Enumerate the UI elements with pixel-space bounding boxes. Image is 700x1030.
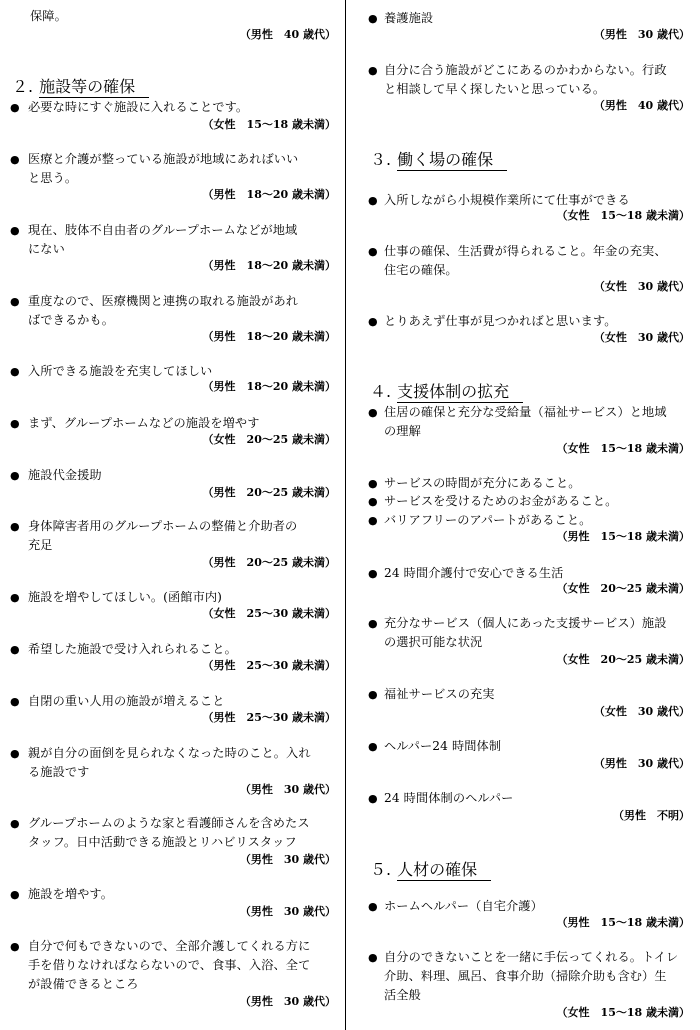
section-4-number: ４. [370, 382, 392, 401]
item-attribution: （男性 30 歳代） [593, 28, 690, 41]
item-text: 福祉サービスの充実 [384, 687, 495, 701]
item-text: 活全般 [384, 988, 421, 1002]
section-3-title: 働く場の確保 [397, 150, 507, 171]
item-text: タッフ。日中活動できる施設とリハビリスタッフ [28, 835, 297, 849]
item-text: 住宅の確保。 [384, 263, 458, 277]
bullet-icon: ● [10, 643, 20, 656]
item-attribution: （女性 15～18 歳未満） [556, 1006, 690, 1019]
section-5-title: 人材の確保 [397, 860, 491, 881]
continuation-attribution: （男性 40 歳代） [239, 28, 336, 41]
section-5-number: ５. [370, 860, 392, 879]
left-column [8, 0, 336, 1030]
item-attribution: （女性 25～30 歳未満） [202, 607, 336, 620]
section-4-title: 支援体制の拡充 [397, 382, 523, 403]
item-attribution: （男性 15～18 歳未満） [556, 916, 690, 929]
item-text: 入所できる施設を充実してほしい [28, 364, 213, 378]
bullet-icon: ● [10, 695, 20, 708]
bullet-icon: ● [368, 567, 378, 580]
item-text: ばできるかも。 [28, 313, 115, 327]
bullet-icon: ● [368, 951, 378, 964]
bullet-icon: ● [10, 365, 20, 378]
item-text: 24 時間介護付で安心できる生活 [384, 566, 564, 580]
item-text: 医療と介護が整っている施設が地域にあればいい [28, 152, 299, 166]
item-attribution: （男性 20～25 歳未満） [202, 486, 336, 499]
bullet-icon: ● [368, 617, 378, 630]
item-attribution: （女性 30 歳代） [593, 331, 690, 344]
bullet-icon: ● [10, 520, 20, 533]
bullet-icon: ● [368, 64, 378, 77]
item-text: にない [28, 242, 65, 256]
item-attribution: （女性 30 歳代） [593, 280, 690, 293]
item-text: サービスの時間が充分にあること。 [384, 476, 581, 490]
continuation-text: 保障。 [30, 9, 67, 23]
item-text: グループホームのような家と看護師さんを含めたス [28, 816, 310, 830]
item-attribution: （男性 18～20 歳未満） [202, 330, 336, 343]
bullet-icon: ● [368, 315, 378, 328]
bullet-icon: ● [10, 591, 20, 604]
bullet-icon: ● [10, 417, 20, 430]
bullet-icon: ● [10, 817, 20, 830]
item-text: 施設を増やす。 [28, 887, 114, 901]
column-divider [345, 0, 346, 1030]
item-text: 親が自分の面倒を見られなくなった時のこと。入れ [28, 746, 311, 760]
bullet-icon: ● [368, 194, 378, 207]
section-3-number: ３. [370, 150, 392, 169]
section-2-heading [12, 77, 149, 97]
item-attribution: （男性 15～18 歳未満） [556, 530, 690, 543]
item-attribution: （女性 15～18 歳未満） [556, 209, 690, 222]
item-text: る施設です [28, 765, 90, 779]
item-attribution: （女性 20～25 歳未満） [202, 433, 336, 446]
item-text: の選択可能な状況 [384, 635, 483, 649]
item-text: 充分なサービス（個人にあった支援サービス）施設 [384, 616, 667, 630]
item-text: とりあえず仕事が見つかればと思います。 [384, 314, 617, 328]
item-text: 希望した施設で受け入れられること。 [28, 642, 237, 656]
item-attribution: （女性 20～25 歳未満） [556, 653, 690, 666]
item-attribution: （男性 18～20 歳未満） [202, 380, 336, 393]
item-text: 24 時間体制のヘルパー [384, 791, 514, 805]
section-4-heading [370, 382, 523, 402]
bullet-icon: ● [368, 514, 378, 527]
item-text: 施設を増やしてほしい。(函館市内) [28, 590, 223, 604]
item-attribution: （女性 15～18 歳未満） [556, 442, 690, 455]
item-text: 必要な時にすぐ施設に入れることです。 [28, 100, 249, 114]
item-text: 自分に合う施設がどこにあるのかわからない。行政 [384, 63, 667, 77]
item-attribution: （男性 30 歳代） [239, 853, 336, 866]
bullet-icon: ● [368, 495, 378, 508]
bullet-icon: ● [368, 792, 378, 805]
bullet-icon: ● [368, 688, 378, 701]
bullet-icon: ● [10, 940, 20, 953]
item-text: 身体障害者用のグループホームの整備と介助者の [28, 519, 298, 533]
item-text: 充足 [28, 538, 53, 552]
item-text: 手を借りなければならないので、食事、入浴、全て [28, 958, 311, 972]
item-text: 介助、料理、風呂、食事介助（掃除介助も含む）生 [384, 969, 667, 983]
item-attribution: （男性 40 歳代） [593, 99, 690, 112]
item-text: と思う。 [28, 171, 78, 185]
item-attribution: （女性 30 歳代） [593, 705, 690, 718]
section-2-title: 施設等の確保 [39, 77, 149, 98]
item-attribution: （女性 15～18 歳未満） [202, 118, 336, 131]
item-text: 自閉の重い人用の施設が増えること [28, 694, 225, 708]
bullet-icon: ● [368, 12, 378, 25]
item-attribution: （男性 30 歳代） [239, 905, 336, 918]
item-attribution: （男性 25～30 歳未満） [202, 711, 336, 724]
item-text: 住居の確保と充分な受給量（福祉サービス）と地域 [384, 405, 667, 419]
section-3-heading [370, 150, 507, 170]
bullet-icon: ● [10, 295, 20, 308]
item-attribution: （男性 30 歳代） [239, 995, 336, 1008]
bullet-icon: ● [10, 153, 20, 166]
item-attribution: （男性 30 歳代） [239, 783, 336, 796]
bullet-icon: ● [368, 477, 378, 490]
item-text: まず、グループホームなどの施設を増やす [28, 416, 260, 430]
item-attribution: （男性 30 歳代） [593, 757, 690, 770]
bullet-icon: ● [10, 224, 20, 237]
item-text: ヘルパー24 時間体制 [384, 739, 502, 753]
item-text: サービスを受けるためのお金があること。 [384, 494, 618, 508]
item-text: 養護施設 [384, 11, 434, 25]
bullet-icon: ● [368, 740, 378, 753]
item-text: バリアフリーのアパートがあること。 [384, 513, 592, 527]
item-attribution: （男性 25～30 歳未満） [202, 659, 336, 672]
item-text: 自分のできないことを一緒に手伝ってくれる。トイレ [384, 950, 679, 964]
item-attribution: （男性 18～20 歳未満） [202, 188, 336, 201]
section-2-number: ２. [12, 77, 34, 96]
item-text: の理解 [384, 424, 421, 438]
item-attribution: （男性 20～25 歳未満） [202, 556, 336, 569]
item-text: 仕事の確保、生活費が得られること。年金の充実、 [384, 244, 667, 258]
bullet-icon: ● [368, 900, 378, 913]
bullet-icon: ● [10, 747, 20, 760]
item-text: 施設代金援助 [28, 468, 102, 482]
item-text: 現在、肢体不自由者のグループホームなどが地域 [28, 223, 298, 237]
item-text: 重度なので、医療機関と連携の取れる施設があれ [28, 294, 299, 308]
bullet-icon: ● [368, 406, 378, 419]
item-text: 入所しながら小規模作業所にて仕事ができる [384, 193, 630, 207]
right-column [368, 0, 690, 1030]
item-attribution: （女性 20～25 歳未満） [556, 582, 690, 595]
item-text: が設備できるところ [28, 977, 139, 991]
item-attribution: （男性 18～20 歳未満） [202, 259, 336, 272]
item-text: と相談して早く探したいと思っている。 [384, 82, 606, 96]
section-5-heading [370, 860, 491, 880]
item-attribution: （男性 不明） [613, 809, 690, 822]
item-text: ホームヘルパー（自宅介護） [384, 899, 543, 913]
bullet-icon: ● [10, 888, 20, 901]
bullet-icon: ● [10, 469, 20, 482]
bullet-icon: ● [368, 245, 378, 258]
bullet-icon: ● [10, 101, 20, 114]
item-text: 自分で何もできないので、全部介護してくれる方に [28, 939, 311, 953]
